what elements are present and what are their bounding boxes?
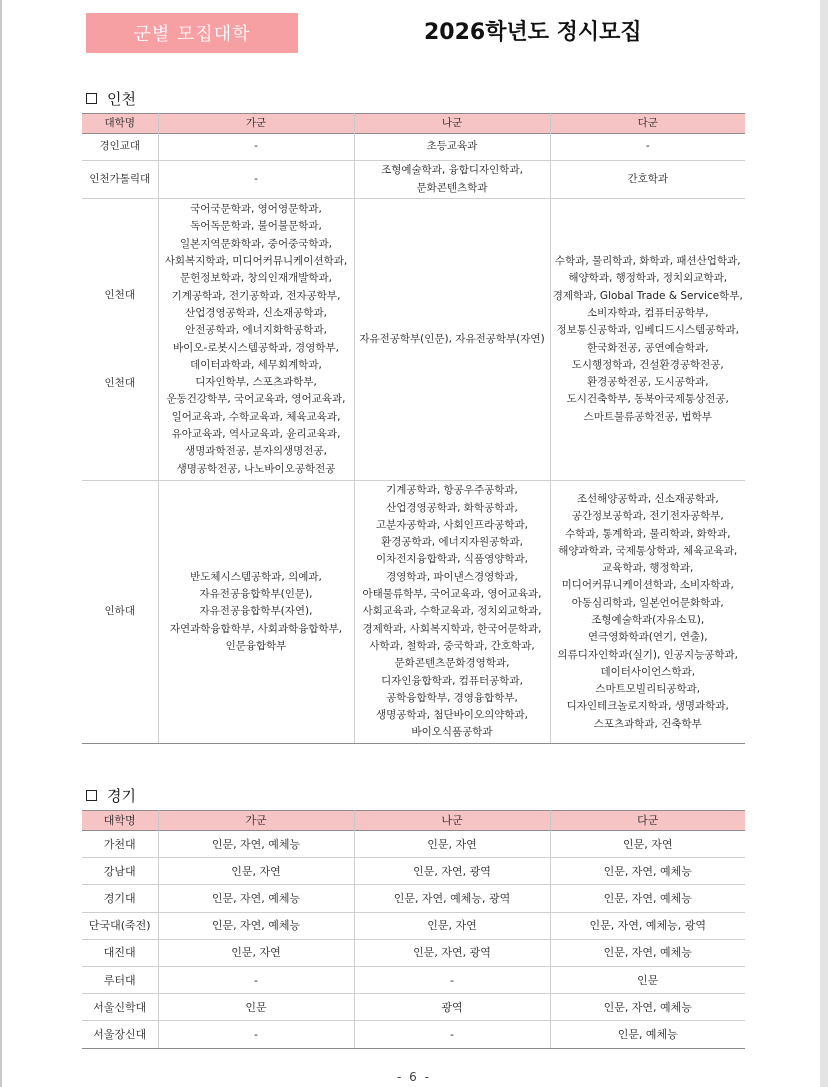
table-row [82,939,745,966]
ga-cell [158,481,354,744]
da-line: 수학과, 통계학과, 물리학과, 화학과, [565,527,731,540]
da-cell [550,481,745,744]
ga-line: 인문융합학부 [225,639,287,652]
ga-cell: - [158,1021,354,1048]
page-number: - 6 - [397,1070,431,1084]
table-row [82,134,745,161]
university-name: 인하대 [82,481,158,744]
na-line: 환경공학과, 에너지자원공학과, [381,536,523,549]
table-row [82,199,745,481]
ga-line: 생명과학전공, 분자의생명전공, [185,445,327,458]
table-row [82,481,745,744]
na-line: 생명공학과, 첨단바이오의약학과, [375,709,528,722]
university-name: 강남대 [82,858,158,885]
university-name: 대진대 [82,939,158,966]
table-row [82,1021,745,1048]
table-header-row [82,114,745,134]
column-header-na: 나군 [354,114,550,134]
column-header-ga: 가군 [158,811,354,831]
table-row [82,994,745,1021]
da-cell: 인문, 자연, 예체능 [550,939,745,966]
da-cell: 인문, 자연, 예체능, 광역 [550,912,745,939]
ga-line: 일본지역문화학과, 중어중국학과, [179,237,332,250]
na-line: 공학융합학부, 경영융합학부, [386,691,518,704]
na-line: 경제학과, 사회복지학과, 한국어문학과, [362,622,542,635]
ga-line: 자유전공융합학부(자연), [199,605,313,618]
da-line: 교육학과, 행정학과, [602,562,694,575]
da-cell [550,161,745,199]
da-line: - [645,140,650,153]
incheon-table [82,113,745,744]
column-header-na: 나군 [354,811,550,831]
da-cell: 인문, 자연 [550,831,745,858]
da-line: 디자인테크놀로지학과, 생명과학과, [566,700,729,713]
university-name: 인천가톨릭대 [82,161,158,199]
ga-line: - [254,140,258,153]
na-cell [354,134,550,161]
ga-cell: 인문, 자연, 예체능 [158,912,354,939]
ga-line: 안전공학과, 에너지화학공학과, [185,324,327,337]
na-line: 조형예술학과, 융합디자인학과, [381,164,523,177]
table-row [82,912,745,939]
ga-line: 일어교육과, 수학교육과, 체육교육과, [171,410,341,423]
page-edge-left [0,0,2,1087]
da-cell: 인문, 예체능 [550,1021,745,1048]
da-line: 정보통신공학과, 임베디드시스템공학과, [556,324,739,337]
na-line: 고분자공학과, 사회인프라공학과, [375,518,528,531]
university-name: 루터대 [82,966,158,993]
column-header-university: 대학명 [82,811,158,831]
da-cell: 인문, 자연, 예체능 [550,885,745,912]
na-line: 기계공학과, 항공우주공학과, [386,484,518,497]
ga-line: 자연과학융합학부, 사회과학융합학부, [169,622,343,635]
university-name: 가천대 [82,831,158,858]
ga-line: 국어국문학과, 영어영문학과, [190,203,322,216]
ga-cell [158,161,354,199]
section-title-incheon [86,88,136,109]
ga-cell: 인문 [158,994,354,1021]
da-cell: 인문 [550,966,745,993]
university-name: 경기대 [82,885,158,912]
da-line: 도시건축학부, 동북아국제통상전공, [566,393,729,406]
da-line: 간호학과 [627,172,669,185]
na-line: 산업경영공학과, 화학공학과, [386,501,518,514]
university-name [82,199,158,481]
column-header-da: 다군 [550,811,745,831]
da-line: 경제학과, Global Trade & Service학부, [552,289,743,302]
category-badge [86,13,298,53]
column-header-da: 다군 [550,114,745,134]
gyeonggi-table [82,810,745,1049]
da-line: 공간정보공학과, 전기전자공학부, [571,510,724,523]
na-line: 사회교육과, 수학교육과, 정치외교학과, [362,605,542,618]
na-line: 아태물류학부, 국어교육과, 영어교육과, [362,588,542,601]
ga-cell: 인문, 자연 [158,858,354,885]
checkbox-square-icon [86,93,97,104]
university-name: 경인교대 [82,134,158,161]
na-cell: - [354,966,550,993]
da-line: 한국화전공, 공연예술학과, [586,341,709,354]
ga-line: 사회복지학과, 미디어커뮤니케이션학과, [164,255,348,268]
da-line: 수학과, 물리학과, 화학과, 패션산업학과, [554,255,741,268]
ga-line: 유아교육과, 역사교육과, 윤리교육과, [171,427,341,440]
da-line: 해양학과, 행정학과, 정치외교학과, [568,272,728,285]
table-row [82,831,745,858]
na-line: 이차전지융합학과, 식품영양학과, [375,553,528,566]
ga-line: 운동건강학부, 국어교육과, 영어교육과, [166,393,346,406]
na-line: 문화콘텐츠문화경영학과, [394,657,510,670]
na-line: 문화콘텐츠학과 [416,181,488,194]
ga-cell: 인문, 자연, 예체능 [158,885,354,912]
na-cell: 인문, 자연, 광역 [354,858,550,885]
na-cell: 인문, 자연, 예체능, 광역 [354,885,550,912]
da-line: 스마트모빌리티공학과, [595,683,701,696]
da-line: 의류디자인학과(실기), 인공지능공학과, [557,648,738,661]
table-row [82,885,745,912]
ga-cell [158,199,354,481]
na-line: 초등교육과 [426,140,478,153]
da-cell [550,134,745,161]
na-cell: 인문, 자연 [354,831,550,858]
ga-line: 자유전공융합학부(인문), [199,588,313,601]
na-cell: 인문, 자연 [354,912,550,939]
da-line: 스포츠과학과, 건축학부 [593,717,702,730]
na-cell [354,161,550,199]
university-name-label: 인천대 [104,289,135,302]
section-title-gyeonggi [86,785,136,806]
da-line: 아동심리학과, 일본언어문화학과, [571,596,724,609]
column-header-university: 대학명 [82,114,158,134]
da-line: 소비자학과, 컴퓨터공학부, [586,306,709,319]
ga-line: 바이오-로봇시스템공학과, 경영학부, [173,341,339,354]
ga-cell: 인문, 자연, 예체능 [158,831,354,858]
ga-cell: 인문, 자연 [158,939,354,966]
university-name-label-repeat: 인천대 [104,376,135,389]
da-line: 데이터사이언스학과, [600,665,696,678]
ga-line: 산업경영공학과, 신소재공학과, [185,306,327,319]
da-line: 도시행정학과, 건설환경공학전공, [571,358,724,371]
na-cell: 광역 [354,994,550,1021]
da-cell [550,199,745,481]
da-cell: 인문, 자연, 예체능 [550,994,745,1021]
checkbox-square-icon [86,790,97,801]
na-cell [354,481,550,744]
da-line: 조선해양공학과, 신소재공학과, [576,492,719,505]
ga-line: 독어독문학과, 불어불문학과, [190,220,322,233]
section-title-gyeonggi-label: 경기 [107,787,136,805]
ga-line: 생명공학전공, 나노바이오공학전공 [176,462,336,475]
da-line: 해양과학과, 국제통상학과, 체육교육과, [558,544,738,557]
da-line: 조형예술학과(자유소묘), [591,614,705,626]
ga-line: 문헌정보학과, 창의인재개발학과, [179,272,332,285]
section-title-incheon-label: 인천 [107,90,136,108]
da-line: 환경공학전공, 도시공학과, [586,376,709,389]
ga-line: 반도체시스템공학과, 의예과, [190,570,322,583]
university-name: 서울신학대 [82,994,158,1021]
university-name: 단국대(죽전) [82,912,158,939]
table-row [82,858,745,885]
column-header-ga: 가군 [158,114,354,134]
na-line: 바이오식품공학과 [411,726,493,739]
category-badge-label: 군별 모집대학 [133,24,251,45]
ga-line: - [254,172,258,185]
da-line: 미디어커뮤니케이션학과, 소비자학과, [561,579,734,592]
ga-cell: - [158,966,354,993]
na-cell: 인문, 자연, 광역 [354,939,550,966]
ga-line: 기계공학과, 전기공학과, 전자공학부, [171,289,341,302]
ga-cell [158,134,354,161]
na-cell: - [354,1021,550,1048]
na-line: 디자인융합학과, 컴퓨터공학과, [381,674,523,687]
university-name: 서울장신대 [82,1021,158,1048]
da-line: 스마트물류공학전공, 법학부 [583,410,712,423]
table-header-row [82,811,745,831]
ga-line: 디자인학부, 스포츠과학부, [195,376,317,389]
da-cell: 인문, 자연, 예체능 [550,858,745,885]
document-title: 2026학년도 정시모집 [424,20,642,45]
na-cell [354,199,550,481]
ga-line: 데이터과학과, 세무회계학과, [190,358,322,371]
na-line: 사학과, 철학과, 중국학과, 간호학과, [369,639,535,652]
page-edge-right [820,0,828,1087]
table-row [82,161,745,199]
da-line: 연극영화학과(연기, 연출), [587,631,708,644]
table-row [82,966,745,993]
na-line: 경영학과, 파이낸스경영학과, [386,570,518,583]
na-line: 자유전공학부(인문), 자유전공학부(자연) [359,332,545,345]
